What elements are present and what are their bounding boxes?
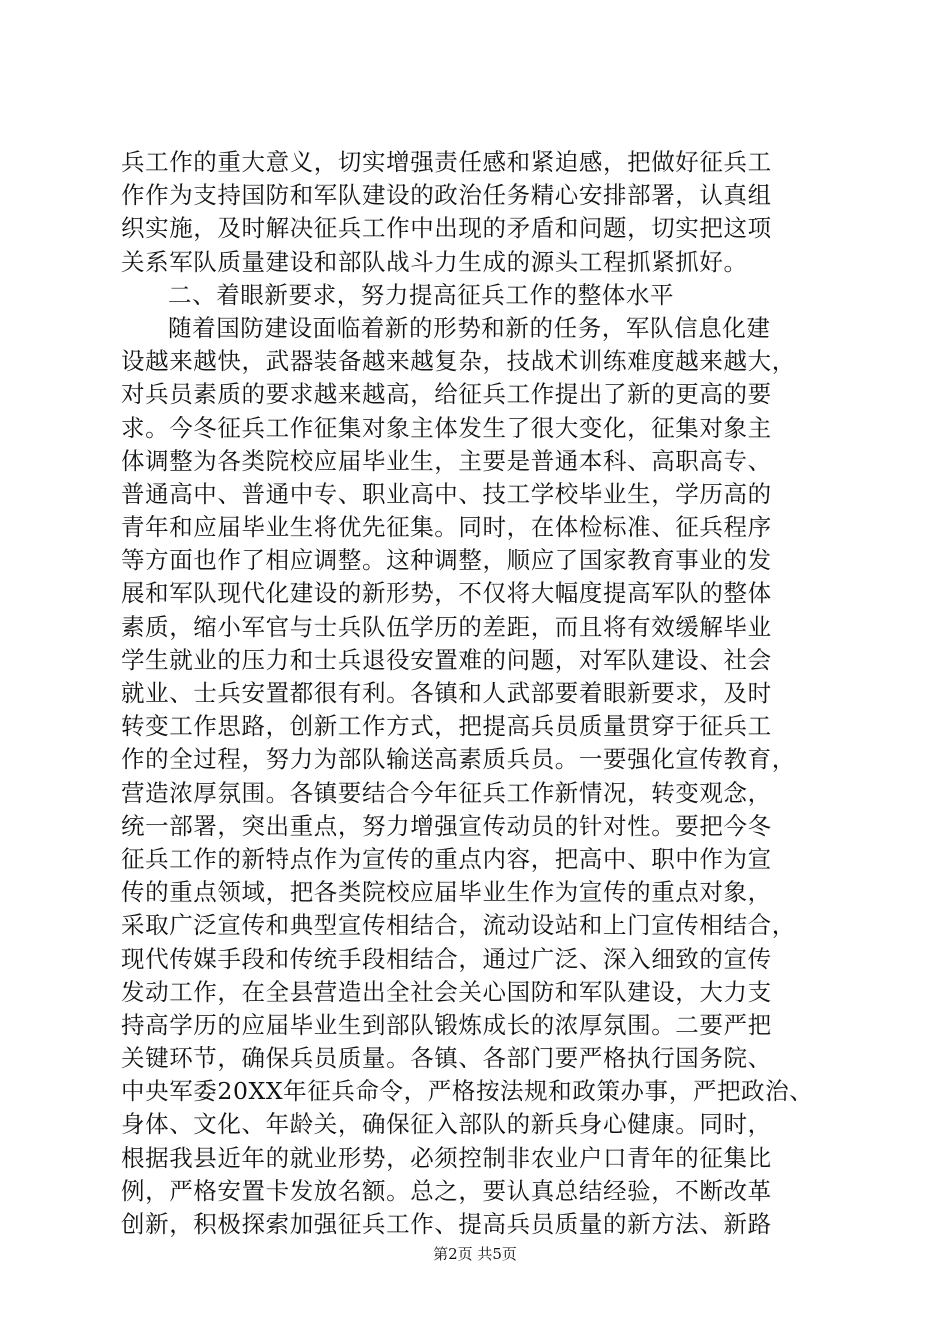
text-line: 关系军队质量建设和部队战斗力生成的源头工程抓紧抓好。 <box>121 247 748 276</box>
text-line: 青年和应届毕业生将优先征集。同时，在体检标准、征兵程序 <box>121 513 772 542</box>
text-line: 统一部署，突出重点，努力增强宣传动员的针对性。要把今冬 <box>121 811 772 840</box>
text-line: 现代传媒手段和传统手段相结合，通过广泛、深入细致的宣传 <box>121 944 772 973</box>
text-line: 作作为支持国防和军队建设的政治任务精心安排部署，认真组 <box>121 181 772 210</box>
body-text <box>121 146 833 1241</box>
text-line: 传的重点领域，把各类院校应届毕业生作为宣传的重点对象， <box>121 878 772 907</box>
text-line: 学生就业的压力和士兵退役安置难的问题，对军队建设、社会 <box>121 645 772 674</box>
text-line: 采取广泛宣传和典型宣传相结合，流动设站和上门宣传相结合， <box>121 911 796 940</box>
text-line: 体调整为各类院校应届毕业生，主要是普通本科、高职高专、 <box>121 446 772 475</box>
page-number: 第2页 共5页 <box>433 1245 517 1263</box>
text-line: 根据我县近年的就业形势，必须控制非农业户口青年的征集比 <box>121 1143 772 1172</box>
text-line: 展和军队现代化建设的新形势，不仅将大幅度提高军队的整体 <box>121 579 772 608</box>
text-line: 转变工作思路，创新工作方式，把提高兵员质量贯穿于征兵工 <box>121 712 772 741</box>
text-line: 求。今冬征兵工作征集对象主体发生了很大变化，征集对象主 <box>121 413 772 442</box>
text-line: 等方面也作了相应调整。这种调整，顺应了国家教育事业的发 <box>121 546 772 575</box>
text-line: 征兵工作的新特点作为宣传的重点内容，把高中、职中作为宣 <box>121 844 772 873</box>
text-line: 创新，积极探索加强征兵工作、提高兵员质量的新方法、新路 <box>121 1210 772 1238</box>
text-line: 关键环节，确保兵员质量。各镇、各部门要严格执行国务院、 <box>121 1044 772 1073</box>
text-line: 中央军委20XX年征兵命令，严格按法规和政策办事，严把政治、 <box>121 1077 814 1106</box>
text-line: 设越来越快，武器装备越来越复杂，技战术训练难度越来越大， <box>121 347 796 376</box>
paragraph-first-line: 随着国防建设面临着新的形势和新的任务，军队信息化建 <box>168 313 771 342</box>
text-line: 例，严格安置卡发放名额。总之，要认真总结经验，不断改革 <box>121 1176 772 1205</box>
text-line: 织实施，及时解决征兵工作中出现的矛盾和问题，切实把这项 <box>121 214 772 243</box>
section-heading: 二、着眼新要求，努力提高征兵工作的整体水平 <box>168 280 675 309</box>
text-line: 营造浓厚氛围。各镇要结合今年征兵工作新情况，转变观念， <box>121 778 772 807</box>
text-line: 作的全过程，努力为部队输送高素质兵员。一要强化宣传教育， <box>121 745 796 774</box>
text-line: 发动工作，在全县营造出全社会关心国防和军队建设，大力支 <box>121 977 772 1006</box>
text-line: 持高学历的应届毕业生到部队锻炼成长的浓厚氛围。二要严把 <box>121 1010 772 1039</box>
text-line: 素质，缩小军官与士兵队伍学历的差距，而且将有效缓解毕业 <box>121 612 772 641</box>
text-line: 普通高中、普通中专、职业高中、技工学校毕业生，学历高的 <box>121 479 772 508</box>
text-line: 兵工作的重大意义，切实增强责任感和紧迫感，把做好征兵工 <box>121 148 772 176</box>
text-line: 身体、文化、年龄关，确保征入部队的新兵身心健康。同时， <box>121 1110 772 1139</box>
text-line: 对兵员素质的要求越来越高，给征兵工作提出了新的更高的要 <box>121 380 772 409</box>
text-line: 就业、士兵安置都很有利。各镇和人武部要着眼新要求，及时 <box>121 679 772 707</box>
